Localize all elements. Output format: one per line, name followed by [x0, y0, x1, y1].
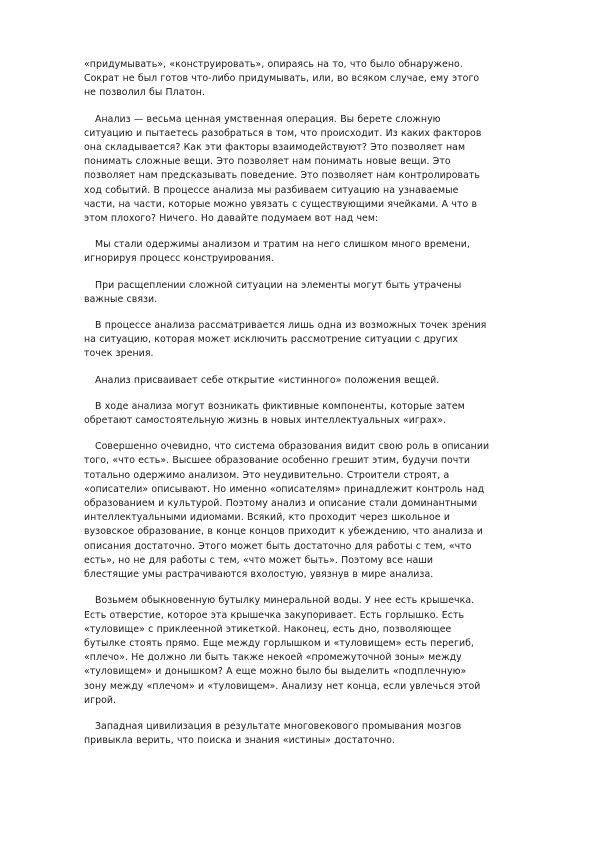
text-line: описания достаточно. Этого может быть достаточно для работы с тем, «что [84, 540, 472, 552]
text-line: интеллектуальными идиомами. Всякий, кто проходит через школьное и [84, 512, 450, 524]
text-line: она складывается? Как эти факторы взаимодействуют? Это позволяет нам [84, 142, 466, 154]
text-line: Анализ присваивает себе открытие «истинного» положения вещей. [95, 374, 440, 386]
text-line: не позволил бы Платон. [84, 87, 206, 99]
text-line: «туловищем» и донышком? А еще можно было бы выделить «подплечную» [84, 666, 467, 678]
text-line: игнорируя процесс конструирования. [84, 253, 274, 265]
text-line: «туловище» с приклеенной этикеткой. Наконец, есть дно, позволяющее [84, 623, 452, 635]
text-line: бутылке стоять прямо. Еще между горлышком и «туловищем» есть перегиб, [84, 637, 474, 649]
text-line: Западная цивилизация в результате многовекового промывания мозгов [95, 720, 462, 732]
text-line: Анализ — весьма ценная умственная операция. Вы берете сложную [95, 113, 441, 125]
paragraph [84, 594, 534, 708]
text-line: позволяет нам предсказывать поведение. Это позволяет нам контролировать [84, 170, 481, 182]
text-line: блестящие умы растрачиваются вхолостую, увязнув в мире анализа. [84, 569, 434, 581]
paragraph [84, 238, 534, 266]
text-line: Мы стали одержимы анализом и тратим на него слишком много времени, [95, 239, 470, 251]
text-line: «описатели» описывают. Но именно «описателям» принадлежит контроль над [84, 483, 485, 495]
text-line: ситуацию и пытаетесь разобраться в том, что происходит. Из каких факторов [84, 127, 482, 139]
text-line: этом плохого? Ничего. Но давайте подумаем вот над чем: [84, 213, 379, 225]
paragraph [84, 720, 534, 748]
text-line: есть», но не для работы с тем, «что может быть». Поэтому все наши [84, 554, 434, 566]
text-line: обретают самостоятельную жизнь в новых интеллектуальных «играх». [84, 415, 447, 427]
paragraph [84, 58, 534, 101]
text-line: В ходе анализа могут возникать фиктивные компоненты, которые затем [95, 400, 465, 412]
text-line: «плечо». Не должно ли быть также некоей «промежуточной зоны» между [84, 652, 462, 664]
text-line: части, на части, которые можно увязать с существующими ячейками. А что в [84, 198, 478, 210]
text-line: «придумывать», «конструировать», опираясь на то, что было обнаружено. [84, 59, 463, 70]
text-line: на ситуацию, которая может исключить рассмотрение ситуации с других [84, 334, 459, 346]
text-line: образованием и культурой. Поэтому анализ и описание стали доминантными [84, 498, 478, 510]
text-line: привыкла верить, что поиска и знания «истины» достаточно. [84, 735, 395, 747]
text-line: Сократ не был готов что-либо придумывать, или, во всяком случае, ему этого [84, 73, 480, 85]
text-line: тотально одержимо анализом. Это неудивительно. Строители строят, а [84, 469, 450, 481]
paragraph [84, 440, 534, 582]
text-line: При расщеплении сложной ситуации на элементы могут быть утрачены [95, 279, 462, 291]
text-line: важные связи. [84, 293, 158, 305]
text-line: точек зрения. [84, 348, 154, 360]
paragraph [84, 319, 534, 362]
text-line: В процессе анализа рассматривается лишь одна из возможных точек зрения [95, 320, 487, 332]
text-line: ход событий. В процессе анализа мы разбиваем ситуацию на узнаваемые [84, 184, 459, 196]
text-line: Совершенно очевидно, что система образования видит свою роль в описании [95, 441, 490, 453]
text-line: зону между «плечом» и «туловищем». Анализу нет конца, если увлечься этой [84, 680, 481, 692]
paragraph [84, 113, 534, 227]
text-line: Возьмем обыкновенную бутылку минеральной воды. У нее есть крышечка. [95, 595, 475, 607]
text-line: игрой. [84, 694, 117, 706]
document-page [84, 58, 534, 760]
text-line: вузовское образование, в конце концов приходит к убеждению, что анализа и [84, 526, 483, 538]
paragraph [84, 374, 534, 388]
text-line: того, «что есть». Высшее образование особенно грешит этим, будучи почти [84, 455, 471, 467]
text-line: Есть отверстие, которое эта крышечка закупоривает. Есть горлышко. Есть [84, 609, 465, 621]
paragraph [84, 400, 534, 428]
document-body [84, 58, 534, 748]
text-line: понимать сложные вещи. Это позволяет нам понимать новые вещи. Это [84, 156, 451, 168]
paragraph [84, 279, 534, 307]
